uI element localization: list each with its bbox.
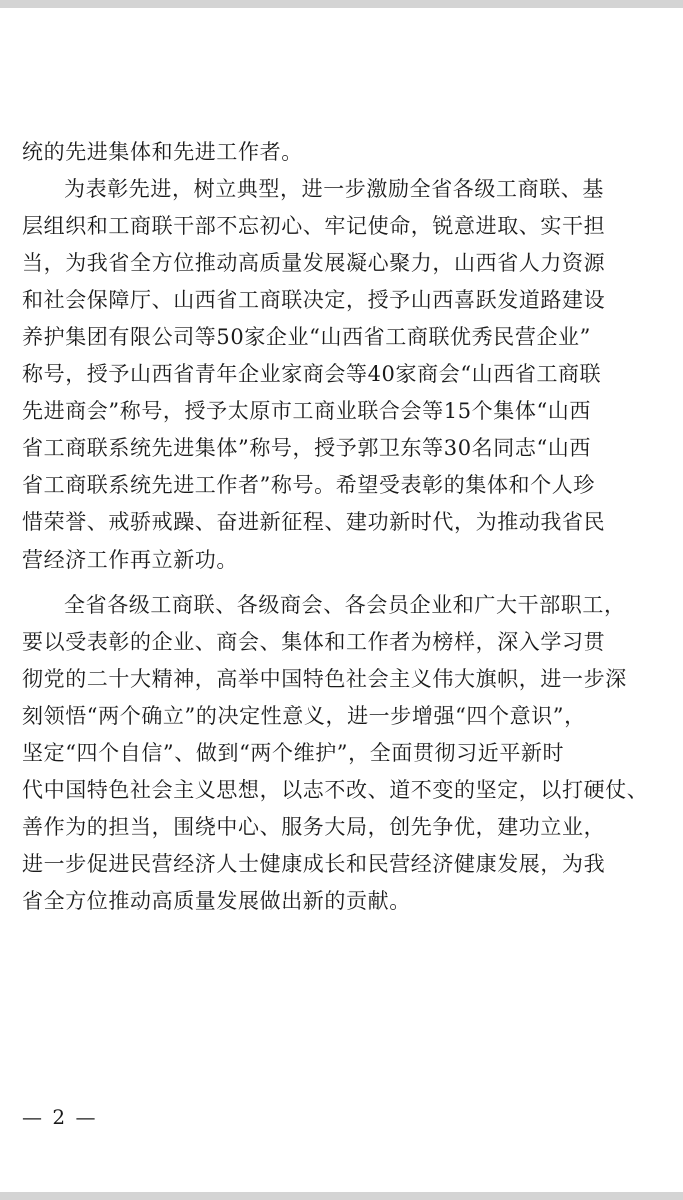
text-line: 惜荣誉、戒骄戒躁、奋进新征程、建功新时代，为推动我省民 [22, 510, 606, 535]
text-line: 先进商会”称号，授予太原市工商业联合会等15个集体“山西 [22, 399, 591, 424]
bottom-edge-bar [0, 1192, 683, 1200]
document-body [22, 134, 662, 920]
text-line: 彻党的二十大精神，高举中国特色社会主义伟大旗帜，进一步深 [22, 666, 627, 691]
page-number: — 2 — [22, 1105, 98, 1129]
text-line: 全省各级工商联、各级商会、各会员企业和广大干部职工， [64, 592, 626, 617]
text-line: 和社会保障厅、山西省工商联决定，授予山西喜跃发道路建设 [22, 288, 606, 313]
paragraph-continued [22, 134, 662, 171]
text-line: 刻领悟“两个确立”的决定性意义，进一步增强“四个意识”， [22, 703, 586, 728]
text-line: 省工商联系统先进工作者”称号。希望受表彰的集体和个人珍 [22, 473, 595, 498]
text-line: 称号，授予山西省青年企业家商会等40家商会“山西省工商联 [22, 362, 602, 387]
text-line: 养护集团有限公司等50家企业“山西省工商联优秀民营企业” [22, 325, 591, 350]
text-line: 层组织和工商联干部不忘初心、牢记使命，锐意进取、实干担 [22, 214, 606, 239]
top-edge-bar [0, 0, 683, 8]
text-line: 要以受表彰的企业、商会、集体和工作者为榜样，深入学习贯 [22, 629, 606, 654]
text-line: 坚定“四个自信”、做到“两个维护”，全面贯彻习近平新时 [22, 740, 565, 765]
paragraph-call-to-action [22, 587, 662, 920]
paragraph-spacer [22, 579, 662, 587]
text-line: 省全方位推动高质量发展做出新的贡献。 [22, 888, 411, 913]
text-line: 营经济工作再立新功。 [22, 547, 238, 572]
text-line: 代中国特色社会主义思想，以志不改、道不变的坚定，以打硬仗、 [22, 777, 649, 802]
text-line: 省工商联系统先进集体”称号，授予郭卫东等30名同志“山西 [22, 436, 591, 461]
text-line: 为表彰先进，树立典型，进一步激励全省各级工商联、基 [64, 177, 604, 202]
paragraph-commendation [22, 171, 662, 579]
text-line: 进一步促进民营经济人士健康成长和民营经济健康发展，为我 [22, 851, 606, 876]
text-line: 善作为的担当，围绕中心、服务大局，创先争优，建功立业， [22, 814, 606, 839]
text-line: 当，为我省全方位推动高质量发展凝心聚力，山西省人力资源 [22, 251, 606, 276]
text-line: 统的先进集体和先进工作者。 [22, 140, 303, 164]
